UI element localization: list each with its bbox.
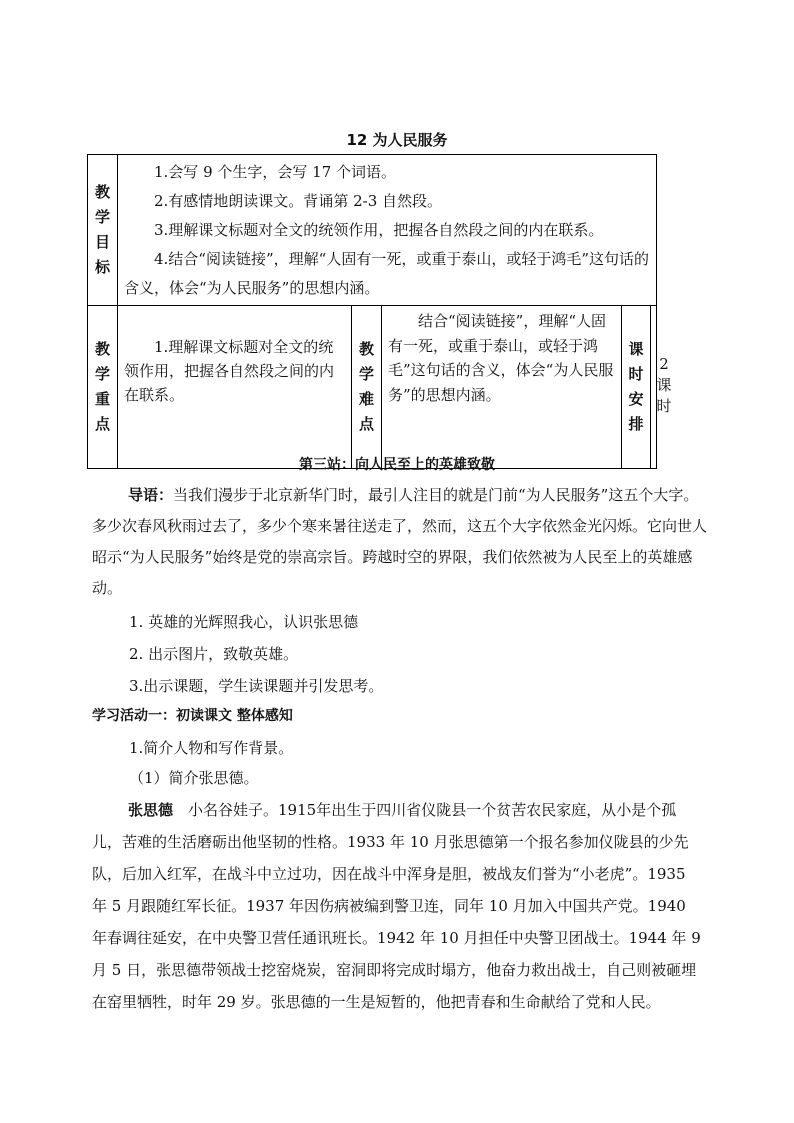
header-char: 教 xyxy=(94,340,110,358)
points-row xyxy=(88,306,657,469)
section-heading: 第三站：向人民至上的英雄致敬 xyxy=(299,457,495,473)
goal-item: 2.有感情地朗读课文。背诵第 2-3 自然段。 xyxy=(154,192,443,210)
header-char: 学 xyxy=(94,208,110,226)
header-char: 安 xyxy=(628,390,644,408)
goal-item: 3.理解课文标题对全文的统领作用，把握各自然段之间的内在联系。 xyxy=(154,221,604,239)
goal-item: 1.会写 9 个生字，会写 17 个词语。 xyxy=(154,163,397,181)
step-item: 1. 英雄的光辉照我心，认识张思德 xyxy=(129,613,359,631)
schedule-header xyxy=(622,306,651,469)
schedule-value: 课 xyxy=(656,376,672,394)
key-points-cell xyxy=(118,306,352,469)
activity-heading: 学习活动一：初读课文 整体感知 xyxy=(92,708,293,724)
header-char: 标 xyxy=(94,258,110,276)
header-char: 时 xyxy=(628,365,644,383)
difficult-points-cell xyxy=(382,306,622,469)
schedule-cell xyxy=(651,306,672,469)
schedule-value: 2 xyxy=(659,355,669,373)
step-item: 2. 出示图片，致敬英雄。 xyxy=(129,645,299,663)
activity-item: 1.简介人物和写作背景。 xyxy=(129,739,294,757)
header-char: 重 xyxy=(94,390,110,408)
header-char: 排 xyxy=(628,415,644,433)
header-char: 教 xyxy=(94,183,110,201)
header-char: 点 xyxy=(358,415,374,433)
header-char: 课 xyxy=(628,340,644,358)
header-char: 点 xyxy=(94,415,110,433)
header-char: 学 xyxy=(358,365,374,383)
schedule-value: 时 xyxy=(656,397,672,415)
header-char: 难 xyxy=(358,390,374,408)
bio-name: 张思德 xyxy=(128,801,174,819)
difficult-points-header xyxy=(352,306,382,469)
header-char: 目 xyxy=(94,233,110,251)
lesson-plan-table xyxy=(87,154,672,469)
intro-label: 导语： xyxy=(128,486,174,504)
goals-row xyxy=(88,155,657,306)
intro-paragraph xyxy=(92,480,708,604)
goals-header xyxy=(88,155,118,306)
step-item: 3.出示课题，学生读课题并引发思考。 xyxy=(129,677,384,695)
goals-cell xyxy=(118,155,657,306)
intro-text: 当我们漫步于北京新华门时，最引人注目的就是门前“为人民服务”这五个大字。多少次春风秋雨过去了，多少个寒来暑往送走了，然而，这五个大字依然金光闪烁。它向世人昭示“为人民服务”始终是党的崇高宗旨。跨越时空的界限，我们依然被为人民至上的英雄感动。 xyxy=(92,486,708,597)
bio-paragraph xyxy=(92,794,704,1018)
bio-text: 小名谷娃子。1915年出生于四川省仪陇县一个贫苦农民家庭，从小是个孤儿，苦难的生活磨砺出他坚韧的性格。1933 年 10 月张思德第一个报名参加仪陇县的少先队，后加入红军，在战斗中立过功，因在战斗中浑身是胆，被战友们誉为“小老虎”。1935 年 5 月跟随红军长征。1937 年因伤病被编到警卫连，同年 10 月加入中国共产党。1940 年春调往延安，在中央警卫营任通讯班长。1942 年 10 月担任中央警卫团战士。1944 年 9 月 5 日，张思德带领战士挖窑烧炭，窑洞即将完成时塌方，他奋力救出战士，自己则被砸埋在窑里牺牲，时年 29 岁。张思德的一生是短暂的，他把青春和生命献给了党和人民。 xyxy=(92,801,701,1011)
key-points-text: 1.理解课文标题对全文的统领作用，把握各自然段之间的内在联系。 xyxy=(124,338,335,404)
header-char: 学 xyxy=(94,365,110,383)
key-points-header xyxy=(88,306,118,469)
goal-item: 4.结合“阅读链接”，理解“人固有一死，或重于泰山，或轻于鸿毛”这句话的含义，体会“为人民服务”的思想内涵。 xyxy=(124,250,649,297)
activity-subitem: （1）简介张思德。 xyxy=(129,769,259,787)
header-char: 教 xyxy=(358,340,374,358)
difficult-points-text: 结合“阅读链接”，理解“人固有一死，或重于泰山，或轻于鸿毛”这句话的含义，体会“为人民服务”的思想内涵。 xyxy=(388,312,614,404)
lesson-title: 12 为人民服务 xyxy=(346,131,448,149)
